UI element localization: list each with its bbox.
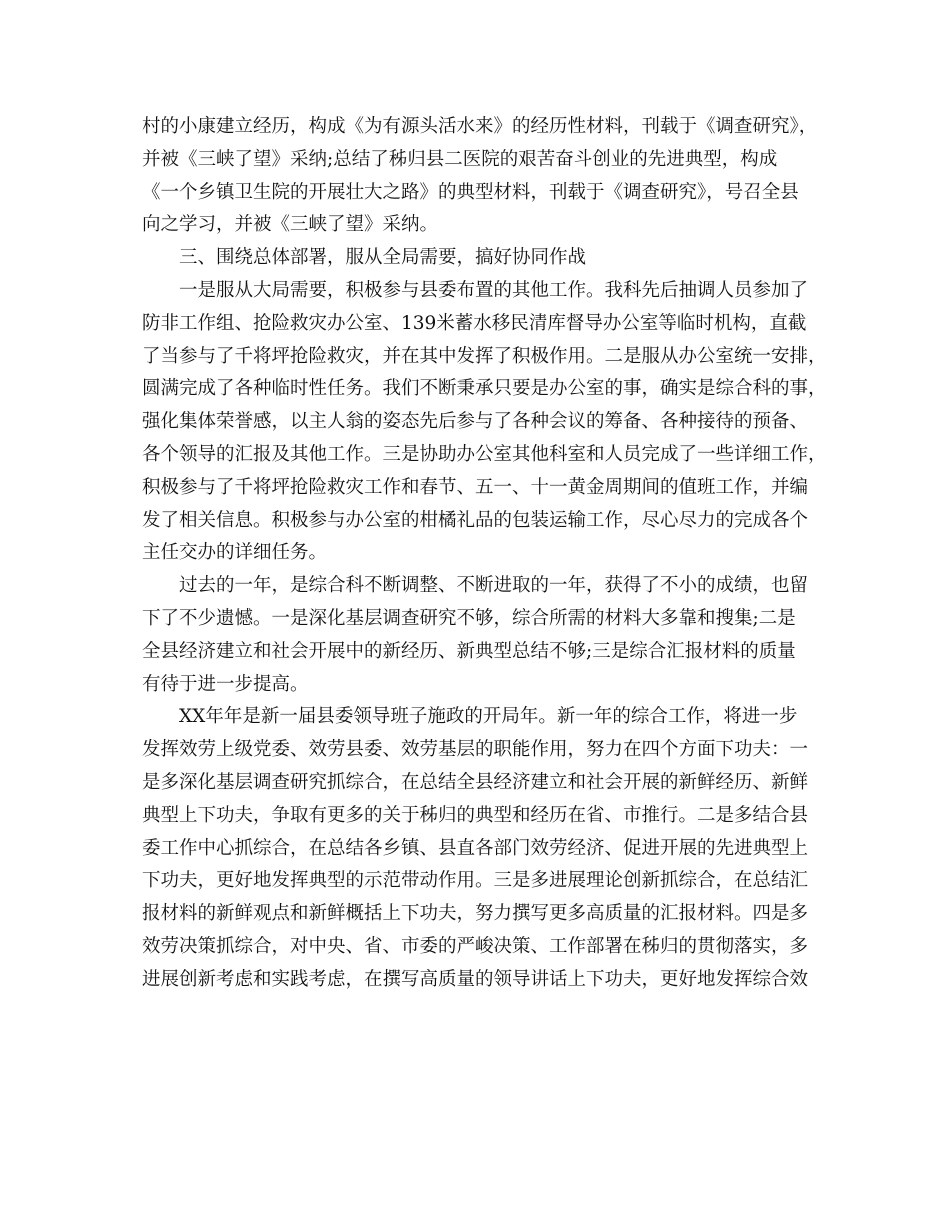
text-line: XX年年是新一届县委领导班子施政的开局年。新一年的综合工作，将进一步 bbox=[179, 706, 798, 728]
text-line: 并被《三峡了望》采纳;总结了秭归县二医院的艰苦奋斗创业的先进典型，构成 bbox=[142, 148, 778, 170]
text-line: 《一个乡镇卫生院的开展壮大之路》的典型材料，刊载于《调查研究》，号召全县 bbox=[142, 181, 799, 203]
text-line: 典型上下功夫，争取有更多的关于秭归的典型和经历在省、市推行。二是多结合县 bbox=[142, 804, 809, 826]
text-line: 过去的一年，是综合科不断调整、不断进取的一年，获得了不小的成绩，也留 bbox=[179, 575, 809, 597]
text-line: 防非工作组、抢险救灾办公室、139米蓄水移民清库督导办公室等临时机构，直截 bbox=[142, 312, 807, 334]
text-line: 进展创新考虑和实践考虑，在撰写高质量的领导讲话上下功夫，更好地发挥综合效 bbox=[142, 968, 809, 990]
text-line: 一是服从大局需要，积极参与县委布置的其他工作。我科先后抽调人员参加了 bbox=[179, 279, 809, 301]
text-line: 各个领导的汇报及其他工作。三是协助办公室其他科室和人员完成了一些详细工作， bbox=[142, 443, 827, 465]
text-line: 主任交办的详细任务。 bbox=[142, 542, 328, 564]
text-line: 效劳决策抓综合，对中央、省、市委的严峻决策、工作部署在秭归的贯彻落实，多 bbox=[142, 935, 809, 957]
text-line: 强化集体荣誉感，以主人翁的姿态先后参与了各种会议的筹备、各种接待的预备、 bbox=[142, 411, 809, 433]
text-line: 有待于进一步提高。 bbox=[142, 673, 309, 695]
text-line: 是多深化基层调查研究抓综合，在总结全县经济建立和社会开展的新鲜经历、新鲜 bbox=[142, 771, 809, 793]
text-line: 下功夫，更好地发挥典型的示范带动作用。三是多进展理论创新抓综合，在总结汇 bbox=[142, 870, 809, 892]
document-body bbox=[142, 111, 827, 997]
text-line: 村的小康建立经历，构成《为有源头活水来》的经历性材料，刊载于《调查研究》， bbox=[142, 116, 818, 137]
text-line: 报材料的新鲜观点和新鲜概括上下功夫，努力撰写更多高质量的汇报材料。四是多 bbox=[142, 903, 809, 925]
text-line: 下了不少遗憾。一是深化基层调查研究不够，综合所需的材料大多靠和搜集;二是 bbox=[142, 607, 796, 629]
text-line: 全县经济建立和社会开展中的新经历、新典型总结不够;三是综合汇报材料的质量 bbox=[142, 640, 796, 662]
text-line: 三、围绕总体部署，服从全局需要，搞好协同作战 bbox=[179, 247, 587, 269]
text-line: 圆满完成了各种临时性任务。我们不断秉承只要是办公室的事，确实是综合科的事， bbox=[142, 378, 827, 400]
text-line: 积极参与了千将坪抢险救灾工作和春节、五一、十一黄金周期间的值班工作，并编 bbox=[142, 476, 809, 498]
text-line: 了当参与了千将坪抢险救灾，并在其中发挥了积极作用。二是服从办公室统一安排， bbox=[142, 345, 827, 367]
text-line: 委工作中心抓综合，在总结各乡镇、县直各部门效劳经济、促进开展的先进典型上 bbox=[142, 837, 809, 859]
text-line: 发了相关信息。积极参与办公室的柑橘礼品的包装运输工作，尽心尽力的完成各个 bbox=[142, 509, 809, 531]
text-line: 发挥效劳上级党委、效劳县委、效劳基层的职能作用，努力在四个方面下功夫：一 bbox=[142, 739, 809, 761]
text-line: 向之学习，并被《三峡了望》采纳。 bbox=[142, 214, 439, 236]
